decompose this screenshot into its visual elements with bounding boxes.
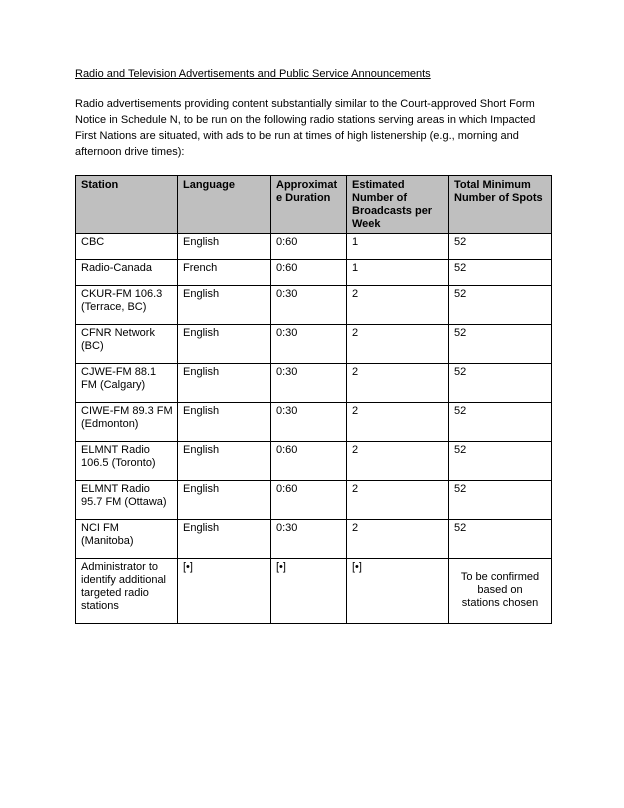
- table-cell: English: [178, 442, 271, 481]
- table-row: [76, 325, 552, 364]
- table-header-row: [76, 176, 552, 234]
- table-cell: 52: [449, 234, 552, 260]
- table-cell: English: [178, 364, 271, 403]
- column-header: Language: [178, 176, 271, 234]
- table-cell: [•]: [347, 559, 449, 624]
- table-cell: 52: [449, 442, 552, 481]
- table-cell: [•]: [271, 559, 347, 624]
- table-row: [76, 559, 552, 624]
- table-cell: English: [178, 286, 271, 325]
- table-cell: 2: [347, 286, 449, 325]
- table-row: [76, 286, 552, 325]
- table-row: [76, 442, 552, 481]
- table-row: [76, 403, 552, 442]
- table-cell: English: [178, 325, 271, 364]
- table-cell: 0:30: [271, 364, 347, 403]
- document-title: Radio and Television Advertisements and Public Service Announcements: [75, 68, 431, 80]
- table-cell: CKUR-FM 106.3 (Terrace, BC): [76, 286, 178, 325]
- column-header: Station: [76, 176, 178, 234]
- table-row: [76, 481, 552, 520]
- table-cell: French: [178, 260, 271, 286]
- table-cell: ELMNT Radio 95.7 FM (Ottawa): [76, 481, 178, 520]
- table-row: [76, 364, 552, 403]
- table-cell: ELMNT Radio 106.5 (Toronto): [76, 442, 178, 481]
- table-cell: 0:60: [271, 260, 347, 286]
- table-cell: 2: [347, 325, 449, 364]
- table-cell: 52: [449, 364, 552, 403]
- column-header: Approximate Duration: [271, 176, 347, 234]
- table-cell: 52: [449, 325, 552, 364]
- table-cell: 2: [347, 481, 449, 520]
- radio-ads-table: [75, 175, 552, 624]
- table-cell: 52: [449, 286, 552, 325]
- table-body: [76, 234, 552, 624]
- table-cell: 1: [347, 260, 449, 286]
- table-cell: English: [178, 234, 271, 260]
- table-cell: 52: [449, 403, 552, 442]
- table-cell: CBC: [76, 234, 178, 260]
- table-cell: 0:60: [271, 442, 347, 481]
- table-cell: Administrator to identify additional targeted radio stations: [76, 559, 178, 624]
- table-cell: 2: [347, 520, 449, 559]
- table-cell: 0:30: [271, 520, 347, 559]
- table-cell: 52: [449, 481, 552, 520]
- column-header: Estimated Number of Broadcasts per Week: [347, 176, 449, 234]
- column-header: Total Minimum Number of Spots: [449, 176, 552, 234]
- table-cell: 52: [449, 520, 552, 559]
- table-row: [76, 520, 552, 559]
- table-cell: 2: [347, 403, 449, 442]
- table-cell: To be confirmed based on stations chosen: [449, 559, 552, 624]
- intro-paragraph: Radio advertisements providing content substantially similar to the Court-approved Short Form Notice in Schedule N, to be run on the following radio stations serving areas in which Impacted First Nations are situated, with ads to be run at times of high listenership (e.g., morning and afternoon drive times):: [75, 98, 536, 158]
- table-cell: CIWE-FM 89.3 FM (Edmonton): [76, 403, 178, 442]
- table-cell: 0:30: [271, 403, 347, 442]
- table-row: [76, 234, 552, 260]
- table-cell: 2: [347, 442, 449, 481]
- table-cell: 1: [347, 234, 449, 260]
- table-cell: CFNR Network (BC): [76, 325, 178, 364]
- table-cell: English: [178, 403, 271, 442]
- table-cell: 2: [347, 364, 449, 403]
- table-cell: CJWE-FM 88.1 FM (Calgary): [76, 364, 178, 403]
- table-cell: NCI FM (Manitoba): [76, 520, 178, 559]
- table-cell: [•]: [178, 559, 271, 624]
- table-cell: English: [178, 520, 271, 559]
- table-cell: 0:30: [271, 325, 347, 364]
- table-cell: Radio-Canada: [76, 260, 178, 286]
- table-cell: English: [178, 481, 271, 520]
- table-cell: 52: [449, 260, 552, 286]
- table-cell: 0:60: [271, 234, 347, 260]
- table-row: [76, 260, 552, 286]
- table-cell: 0:60: [271, 481, 347, 520]
- table-cell: 0:30: [271, 286, 347, 325]
